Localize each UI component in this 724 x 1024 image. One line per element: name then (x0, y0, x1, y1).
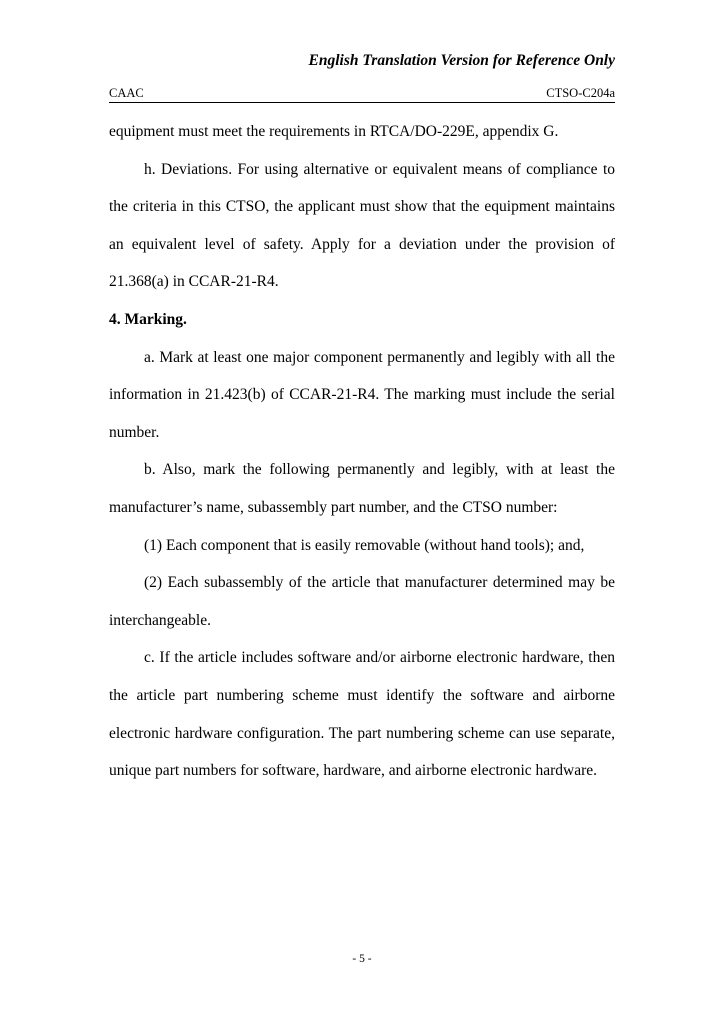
paragraph-marking-b: b. Also, mark the following permanently and legibly, with at least the manufacturer’s name, subassembly part number, and the CTSO number: (109, 461, 615, 516)
page-header (109, 86, 615, 103)
paragraph-marking-a: a. Mark at least one major component permanently and legibly with all the information in 21.423(b) of CCAR-21-R4. The marking must include the serial number. (109, 348, 615, 441)
document-body (109, 113, 615, 790)
paragraph-item-1: (1) Each component that is easily removable (without hand tools); and, (144, 536, 585, 554)
paragraph-continuation: equipment must meet the requirements in RTCA/DO-229E, appendix G. (109, 123, 559, 140)
paragraph-deviations: h. Deviations. For using alternative or equivalent means of compliance to the criteria in this CTSO, the applicant must show that the equipment maintains an equivalent level of safety. Apply for a deviation under the provision of 21.368(a) in CCAR-21-R4. (109, 160, 615, 291)
section-heading-marking: 4. Marking. (109, 310, 187, 328)
header-organization: CAAC (109, 86, 144, 100)
paragraph-marking-c: c. If the article includes software and/or airborne electronic hardware, then the article part numbering scheme must identify the software and airborne electronic hardware configuration. The part numbering scheme can use separate, unique part numbers for software, hardware, and airborne electronic hardware. (109, 649, 615, 780)
header-document-id: CTSO-C204a (546, 86, 615, 100)
paragraph-item-2: (2) Each subassembly of the article that manufacturer determined may be interchangeable. (109, 574, 615, 629)
page-number: - 5 - (352, 953, 372, 965)
translation-disclaimer: English Translation Version for Reference Only (308, 52, 615, 69)
